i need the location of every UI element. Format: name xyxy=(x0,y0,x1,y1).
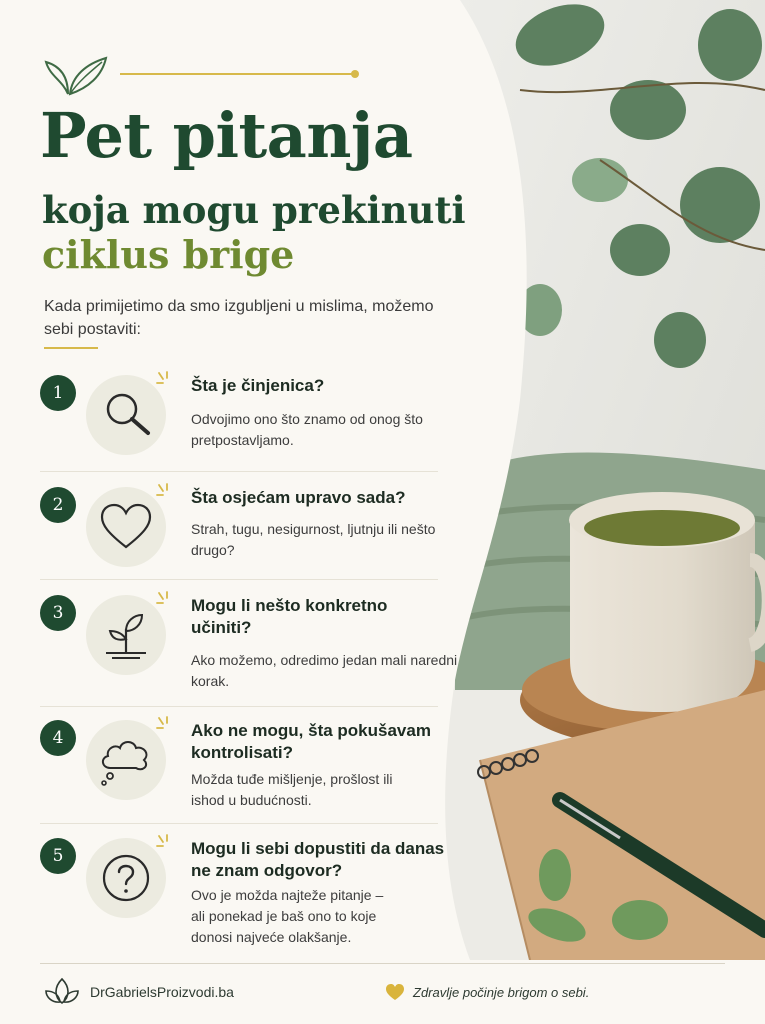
question-title: Šta osjećam upravo sada? xyxy=(191,488,406,507)
heart-icon xyxy=(385,983,405,1001)
question-text: Ovo je možda najteže pitanje – ali ponekad je baš ono to koje donosi najveće olakšanje. xyxy=(191,887,384,945)
question-divider xyxy=(40,579,438,580)
footer-divider xyxy=(40,963,725,964)
footer-slogan: Zdravlje počinje brigom o sebi. xyxy=(413,985,590,1000)
thought-cloud-icon xyxy=(86,720,166,800)
question-text: Strah, tugu, nesigurnost, ljutnju ili nešto drugo? xyxy=(191,521,436,558)
question-title: Šta je činjenica? xyxy=(191,376,325,395)
question-divider xyxy=(40,706,438,707)
question-title: Mogu li sebi dopustiti da danas ne znam odgovor? xyxy=(191,839,445,881)
sparkle-icon xyxy=(155,834,175,854)
question-number: 1 xyxy=(40,375,76,411)
intro-divider xyxy=(44,347,98,349)
sparkle-icon xyxy=(155,483,175,503)
question-icon-circle xyxy=(86,375,166,455)
question-number: 3 xyxy=(40,595,76,631)
sparkle-icon xyxy=(155,371,175,391)
page-subtitle: koja mogu prekinuti xyxy=(42,188,466,232)
leaf-logo-icon xyxy=(42,50,110,96)
heart-outline-icon xyxy=(86,487,166,567)
question-number: 5 xyxy=(40,838,76,874)
sparkle-icon xyxy=(155,591,175,611)
magnifier-icon xyxy=(86,375,166,455)
header-dot xyxy=(351,70,359,78)
question-icon-circle xyxy=(86,838,166,918)
question-icon-circle xyxy=(86,595,166,675)
question-number: 2 xyxy=(40,487,76,523)
sprout-icon xyxy=(86,595,166,675)
sparkle-icon xyxy=(155,716,175,736)
question-text: Ako možemo, odredimo jedan mali naredni korak. xyxy=(191,652,458,689)
question-icon-circle xyxy=(86,487,166,567)
header-divider xyxy=(120,73,356,75)
leaf-logo-icon xyxy=(44,975,80,1005)
question-text: Odvojimo ono što znamo od onog što pretpostavljamo. xyxy=(191,411,423,448)
question-divider xyxy=(40,471,438,472)
question-title: Ako ne mogu, šta pokušavam kontrolisati? xyxy=(191,721,431,763)
question-title: Mogu li nešto konkretno učiniti? xyxy=(191,596,388,638)
question-text: Možda tuđe mišljenje, prošlost ili ishod u budućnosti. xyxy=(191,771,393,808)
page-subtitle-accent: ciklus brige xyxy=(42,232,295,277)
question-divider xyxy=(40,823,438,824)
intro-text: Kada primijetimo da smo izgubljeni u mislima, možemo sebi postaviti: xyxy=(44,298,434,338)
question-mark-icon xyxy=(86,838,166,918)
question-number: 4 xyxy=(40,720,76,756)
footer-website-link[interactable]: DrGabrielsProizvodi.ba xyxy=(90,984,234,1000)
page-title: Pet pitanja xyxy=(40,99,413,172)
question-icon-circle xyxy=(86,720,166,800)
